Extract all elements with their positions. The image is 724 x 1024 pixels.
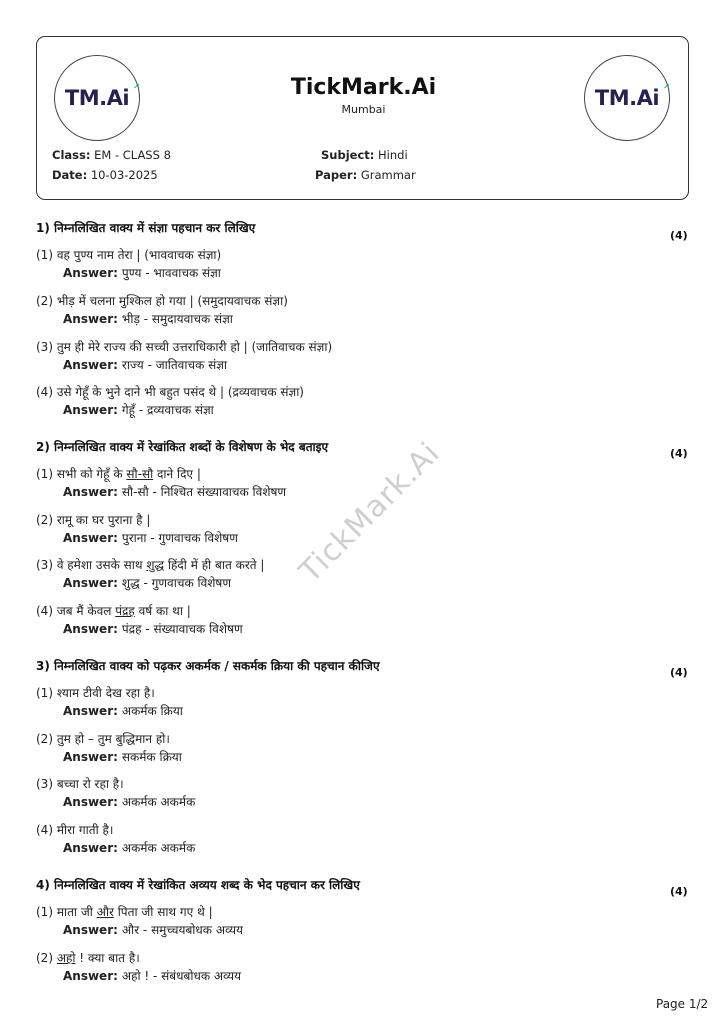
answer-label: Answer: — [63, 622, 118, 636]
underlined-word: अहो — [56, 951, 76, 965]
answer-text: अकर्मक क्रिया — [121, 704, 183, 718]
question-text: ! क्या बात है। — [75, 951, 140, 965]
answer — [63, 310, 233, 327]
question: (2) रामू का घर पुराना है | — [36, 513, 151, 527]
answer-text: गेहूँ - द्रव्यवाचक संज्ञा — [121, 403, 214, 417]
paper-label: Paper: — [315, 168, 358, 182]
question: (3) तुम ही मेरे राज्य की सच्ची उत्तराधिकारी हो | (जातिवाचक संज्ञा) — [36, 340, 333, 354]
answer-text: सौ-सौ - निश्चित संख्यावाचक विशेषण — [121, 485, 287, 499]
underlined-word: और — [96, 905, 114, 919]
answer — [63, 748, 182, 765]
date-value: 10-03-2025 — [90, 168, 158, 182]
answer-label: Answer: — [63, 403, 118, 417]
logo-text-right: TM.Ai — [594, 86, 660, 110]
class-info — [52, 148, 171, 162]
subject-info — [321, 148, 408, 162]
answer-text: और - समुच्चयबोधक अव्यय — [121, 923, 244, 937]
answer — [63, 620, 243, 637]
question: (2) भीड़ में चलना मुश्किल हो गया | (समुदायवाचक संज्ञा) — [36, 294, 288, 308]
answer — [63, 264, 221, 281]
answer — [63, 529, 238, 546]
answer-label: Answer: — [63, 841, 118, 855]
answer — [63, 356, 227, 373]
sparkle-icon: ↗ — [663, 82, 670, 91]
question-text: (1) माता जी — [36, 905, 97, 919]
header-box — [36, 36, 689, 200]
answer-label: Answer: — [63, 358, 118, 372]
question-text: (1) सभी को गेहूँ के — [36, 467, 127, 481]
answer — [63, 401, 214, 418]
question: (4) उसे गेहूँ के भुने दाने भी बहुत पसंद थे | (द्रव्यवाचक संज्ञा) — [36, 385, 304, 399]
section-marks: (4) — [670, 885, 688, 898]
question-text: (4) जब मैं केवल — [36, 604, 116, 618]
answer-text: पुराना - गुणवाचक विशेषण — [121, 531, 238, 545]
question — [36, 465, 201, 482]
answer-label: Answer: — [63, 312, 118, 326]
page-number: Page 1/2 — [656, 997, 709, 1011]
date-info — [52, 168, 158, 182]
section-title: 4) निम्नलिखित वाक्य में रेखांकित अव्यय शब्द के भेद पहचान कर लिखिए — [36, 878, 360, 892]
answer-text: पुण्य - भाववाचक संज्ञा — [121, 266, 221, 280]
question: (1) वह पुण्य नाम तेरा | (भाववाचक संज्ञा) — [36, 248, 222, 262]
subject-value: Hindi — [378, 148, 408, 162]
org-name: TickMark.Ai — [290, 75, 437, 100]
class-label: Class: — [52, 148, 91, 162]
answer — [63, 793, 195, 810]
section-title: 3) निम्नलिखित वाक्य को पढ़कर अकर्मक / सकर्मक क्रिया की पहचान कीजिए — [36, 659, 380, 673]
section-marks: (4) — [670, 447, 688, 460]
answer-text: सकर्मक क्रिया — [121, 750, 182, 764]
subject-label: Subject: — [321, 148, 375, 162]
underlined-word: सौ-सौ — [126, 467, 154, 481]
question: (1) श्याम टीवी देख रहा है। — [36, 686, 155, 700]
answer-text: पंद्रह - संख्यावाचक विशेषण — [121, 622, 243, 636]
answer-label: Answer: — [63, 531, 118, 545]
answer — [63, 921, 243, 938]
sparkle-icon: ↗ — [133, 82, 140, 91]
answer-label: Answer: — [63, 969, 118, 983]
question-text: (2) — [36, 951, 57, 965]
answer — [63, 483, 286, 500]
answer-text: अकर्मक अकर्मक — [121, 795, 196, 809]
section-marks: (4) — [670, 666, 688, 679]
answer-text: शुद्ध - गुणवाचक विशेषण — [121, 576, 232, 590]
answer — [63, 967, 241, 984]
question-text: (3) वे हमेशा उसके साथ — [36, 558, 147, 572]
question — [36, 903, 213, 920]
answer-label: Answer: — [63, 485, 118, 499]
answer-label: Answer: — [63, 923, 118, 937]
question-text: दाने दिए | — [153, 467, 201, 481]
question — [36, 556, 264, 573]
question — [36, 602, 191, 619]
question: (4) मीरा गाती है। — [36, 823, 114, 837]
answer — [63, 839, 195, 856]
watermark: TickMark.Ai — [292, 435, 448, 590]
answer-label: Answer: — [63, 704, 118, 718]
underlined-word: पंद्रह — [115, 604, 135, 618]
answer-label: Answer: — [63, 266, 118, 280]
answer-label: Answer: — [63, 576, 118, 590]
question: (2) तुम हो – तुम बुद्धिमान हो। — [36, 732, 170, 746]
org-city: Mumbai — [341, 103, 386, 116]
paper-value: Grammar — [360, 168, 416, 182]
section-title: 2) निम्नलिखित वाक्य में रेखांकित शब्दों के विशेषण के भेद बताइए — [36, 440, 329, 454]
logo-text-left: TM.Ai — [64, 86, 130, 110]
section-title: 1) निम्नलिखित वाक्य में संज्ञा पहचान कर लिखिए — [36, 221, 256, 235]
question: (3) बच्चा रो रहा है। — [36, 777, 124, 791]
class-value: EM - CLASS 8 — [94, 148, 171, 162]
answer-text: राज्य - जातिवाचक संज्ञा — [121, 358, 228, 372]
date-label: Date: — [52, 168, 88, 182]
underlined-word: शुद्ध — [146, 558, 165, 572]
answer-text: भीड़ - समुदायवाचक संज्ञा — [121, 312, 233, 326]
answer-text: अकर्मक अकर्मक — [121, 841, 196, 855]
answer-label: Answer: — [63, 750, 118, 764]
question-text: वर्ष का था | — [134, 604, 191, 618]
answer-text: अहो ! - संबंधबोधक अव्यय — [121, 969, 242, 983]
question-text: पिता जी साथ गए थे | — [113, 905, 213, 919]
answer — [63, 702, 183, 719]
question-text: हिंदी में ही बात करते | — [164, 558, 265, 572]
section-marks: (4) — [670, 229, 688, 242]
question — [36, 949, 140, 966]
paper-info — [315, 168, 416, 182]
answer — [63, 574, 231, 591]
answer-label: Answer: — [63, 795, 118, 809]
